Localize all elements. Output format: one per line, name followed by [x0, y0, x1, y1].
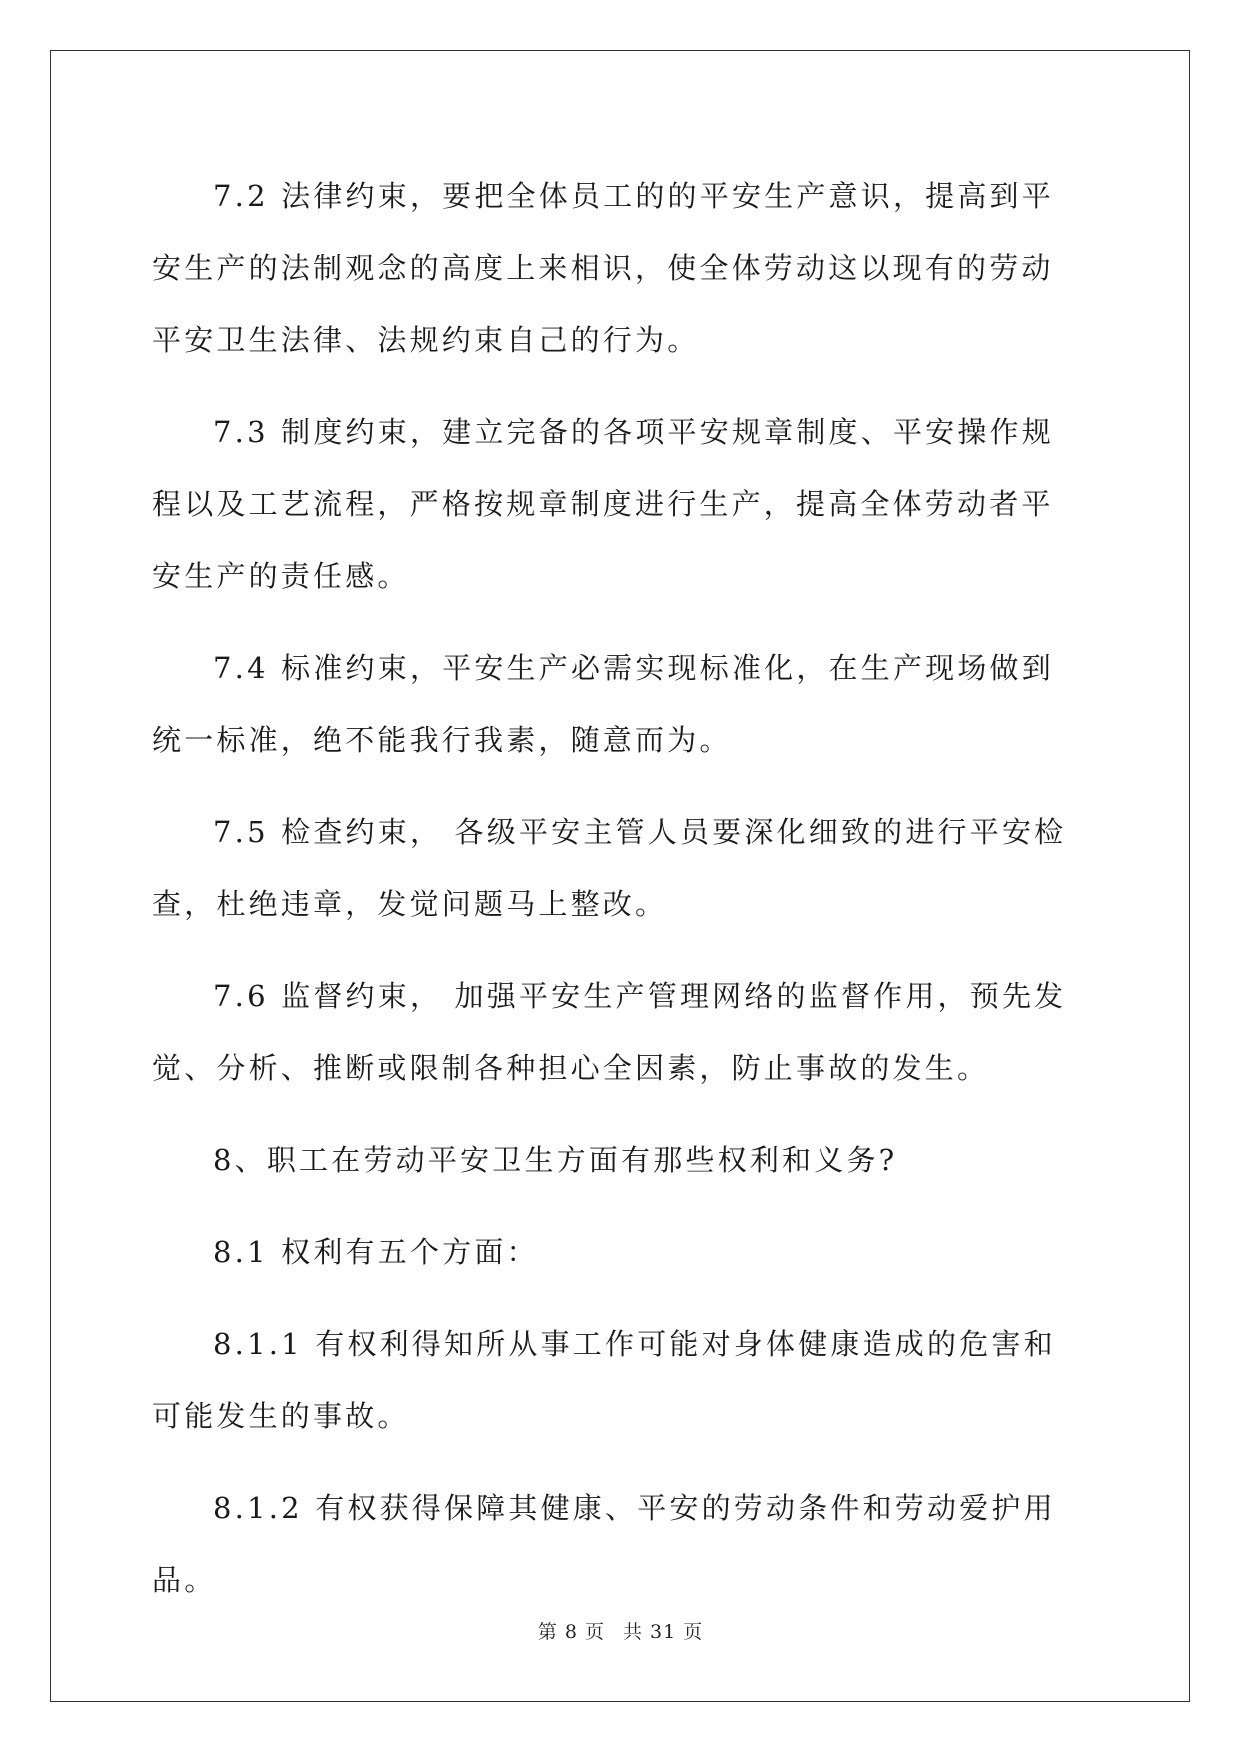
current-page-number: 第 8 页	[537, 1621, 605, 1643]
paragraph-7-2: 7.2 法律约束，要把全体员工的的平安生产意识，提高到平安生产的法制观念的高度上来相识，使全体劳动这以现有的劳动平安卫生法律、法规约束自己的行为。	[152, 179, 1054, 357]
paragraph-7-5: 7.5 检查约束， 各级平安主管人员要深化细致的进行平安检查，杜绝违章，发觉问题马上整改。	[152, 815, 1067, 921]
page-footer	[0, 1617, 1241, 1644]
document-body	[152, 160, 1082, 1636]
paragraph-8-1-2: 8.1.2 有权获得保障其健康、平安的劳动条件和劳动爱护用品。	[152, 1491, 1056, 1597]
paragraph-7-3: 7.3 制度约束，建立完备的各项平安规章制度、平安操作规程以及工艺流程，严格按规章制度进行生产，提高全体劳动者平安生产的责任感。	[152, 415, 1054, 593]
paragraph-8-1-1: 8.1.1 有权利得知所从事工作可能对身体健康造成的危害和可能发生的事故。	[152, 1327, 1056, 1433]
paragraph-8-1: 8.1 权利有五个方面：	[213, 1235, 539, 1269]
paragraph-7-4: 7.4 标准约束，平安生产必需实现标准化，在生产现场做到统一标准，绝不能我行我素，随意而为。	[152, 651, 1054, 757]
total-page-count: 共 31 页	[622, 1621, 704, 1643]
heading-8: 8、职工在劳动平安卫生方面有那些权利和义务?	[213, 1143, 898, 1177]
paragraph-7-6: 7.6 监督约束， 加强平安生产管理网络的监督作用，预先发觉、分析、推断或限制各种担心全因素，防止事故的发生。	[152, 979, 1067, 1085]
